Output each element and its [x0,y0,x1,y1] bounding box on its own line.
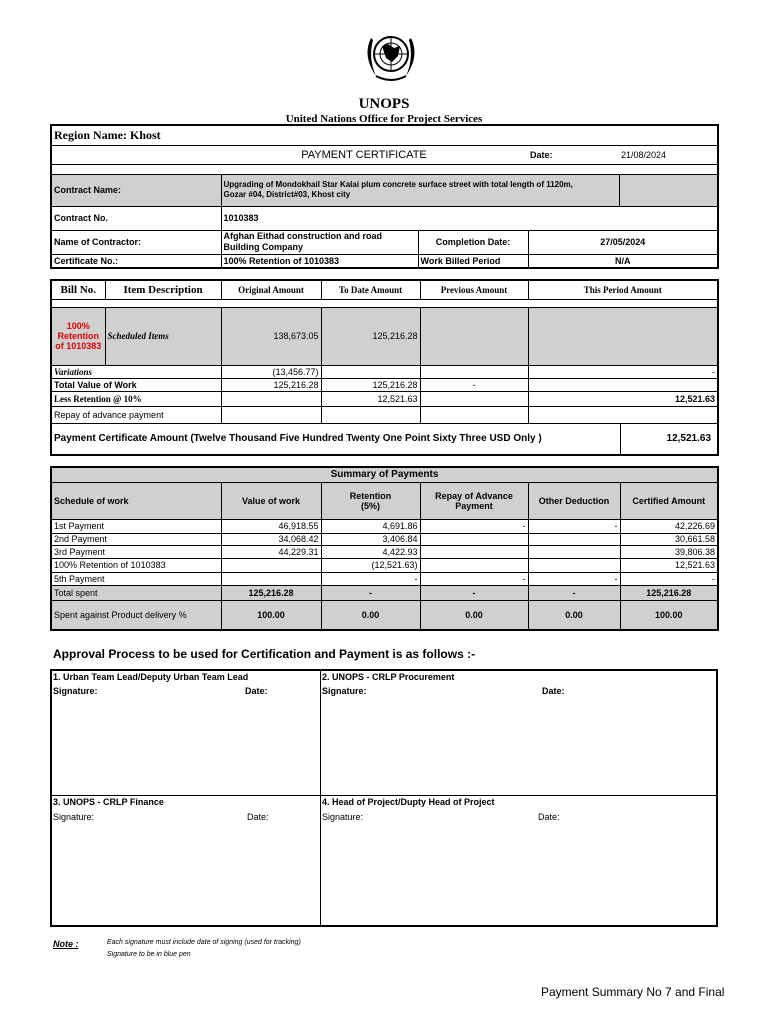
approval-box3-title: 3. UNOPS - CRLP Finance [53,797,164,807]
certificate-label: Certificate No.: [51,254,221,268]
summary-cell [528,533,620,545]
org-full-name: United Nations Office for Project Services [285,113,483,125]
summary-cell: 46,918.55 [221,519,321,533]
advance-label: Repay of advance payment [51,406,221,423]
summary-row [51,545,718,558]
total-work-period [528,378,718,391]
item-bill-line1: 100% [66,321,90,331]
work-billed-value: N/A [528,254,718,268]
total-work-todate: 125,216.28 [321,378,420,391]
summary-total-cell: - [528,585,620,600]
work-billed-label: Work Billed Period [418,254,528,268]
item-description: Scheduled Items [105,307,221,365]
item-bill-no [51,307,105,365]
summary-cell: 3,406.84 [321,533,420,545]
summary-spent-cell: 100.00 [620,600,718,630]
retention-todate: 12,521.63 [321,391,420,406]
retention-original [221,391,321,406]
contract-name-line1: Upgrading of Mondokhail Star Kalai plum concrete surface street with total length of 1120m, [223,180,573,189]
approval-box3-date: Date: [247,812,269,822]
bill-table [50,279,719,456]
advance-period [528,406,718,423]
date-value: 21/08/2024 [619,145,718,164]
summary-col-retention: Retention (5%) [321,482,420,519]
summary-spent-cell: 0.00 [528,600,620,630]
approval-divider-vertical [320,670,321,926]
summary-spent-cell: 0.00 [420,600,528,630]
summary-cell: - [420,572,528,585]
summary-spent-cell: 100.00 [221,600,321,630]
summary-cell: 2nd Payment [51,533,221,545]
payment-amount-value: 12,521.63 [620,423,718,455]
org-short-name: UNOPS [358,96,410,112]
note-line1: Each signature must include date of signing (used for tracking) [107,939,301,946]
total-work-label: Total Value of Work [51,378,221,391]
item-bill-line3: of 1010383 [55,341,102,351]
summary-cell [528,545,620,558]
summary-cell: - [528,572,620,585]
date-label: Date: [528,145,619,164]
summary-cell: 30,661.58 [620,533,718,545]
approval-box4-signature: Signature: [322,812,364,822]
summary-spent-cell: Spent against Product delivery % [51,600,221,630]
approval-box1-signature: Signature: [53,686,98,696]
summary-total-cell: 125,216.28 [221,585,321,600]
col-bill-no: Bill No. [51,280,105,299]
summary-total-row [51,585,718,600]
summary-cell: 100% Retention of 1010383 [51,558,221,572]
approval-box1-title: 1. Urban Team Lead/Deputy Urban Team Lead [53,672,249,682]
summary-cell: 34,068.42 [221,533,321,545]
contract-name-line2: Gozar #04, District#03, Khost city [223,190,351,199]
summary-cell: - [321,572,420,585]
summary-cell [420,533,528,545]
contractor-value [221,230,418,254]
region-name: Region Name: Khost [51,125,718,145]
variations-previous [420,365,528,378]
item-this-period-amount [528,307,718,365]
summary-cell: - [420,519,528,533]
summary-total-cell: Total spent [51,585,221,600]
footer-text: Payment Summary No 7 and Final [541,985,725,999]
summary-cell [221,572,321,585]
item-previous-amount [420,307,528,365]
summary-cell: - [620,572,718,585]
contractor-label: Name of Contractor: [51,230,221,254]
summary-col-value: Value of work [221,482,321,519]
summary-total-cell: 125,216.28 [620,585,718,600]
contract-no-value: 1010383 [221,206,718,230]
summary-cell: 42,226.69 [620,519,718,533]
contract-name-blank [619,174,718,206]
approval-divider-horizontal [51,795,717,796]
col-this-period-amount: This Period Amount [528,280,718,299]
retention-period: 12,521.63 [528,391,718,406]
spacer-row [51,164,718,174]
contract-name-value [221,174,619,206]
summary-total-cell: - [321,585,420,600]
item-to-date-amount: 125,216.28 [321,307,420,365]
item-original-amount: 138,673.05 [221,307,321,365]
advance-previous [420,406,528,423]
summary-cell: 4,691.86 [321,519,420,533]
summary-col-certified: Certified Amount [620,482,718,519]
variations-todate [321,365,420,378]
retention-label: Less Retention @ 10% [51,391,221,406]
summary-cell: (12,521.63) [321,558,420,572]
summary-cell [221,558,321,572]
advance-original [221,406,321,423]
approval-box1-date: Date: [245,686,268,696]
variations-original: (13,456.77) [221,365,321,378]
approval-box4-date: Date: [538,812,560,822]
doc-title: PAYMENT CERTIFICATE [51,145,528,164]
variations-label: Variations [51,365,221,378]
summary-table [50,466,719,631]
summary-cell: 44,229.31 [221,545,321,558]
contract-info-table [50,124,719,269]
contractor-line1: Afghan Eithad construction and road [223,231,383,241]
summary-cell: 5th Payment [51,572,221,585]
summary-row [51,572,718,585]
col-original-amount: Original Amount [221,280,321,299]
summary-cell: 39,806.38 [620,545,718,558]
summary-cell [420,545,528,558]
summary-cell: 12,521.63 [620,558,718,572]
total-work-original: 125,216.28 [221,378,321,391]
summary-cell: 4,422.93 [321,545,420,558]
note-line2: Signature to be in blue pen [107,951,191,958]
certificate-value: 100% Retention of 1010383 [221,254,418,268]
contract-name-label: Contract Name: [51,174,221,206]
col-previous-amount: Previous Amount [420,280,528,299]
note-label: Note : [53,939,79,949]
summary-col-schedule: Schedule of work [51,482,221,519]
summary-cell: 3rd Payment [51,545,221,558]
approval-box3-signature: Signature: [53,812,95,822]
summary-spent-cell: 0.00 [321,600,420,630]
approval-box2-date: Date: [542,686,565,696]
summary-spent-row [51,600,718,630]
approval-box2-title: 2. UNOPS - CRLP Procurement [322,672,455,682]
summary-cell: 1st Payment [51,519,221,533]
item-bill-line2: Retention [57,331,99,341]
summary-cell [420,558,528,572]
contract-no-label: Contract No. [51,206,221,230]
summary-total-cell: - [420,585,528,600]
col-item-description: Item Description [105,280,221,299]
completion-value: 27/05/2024 [528,230,718,254]
approval-title: Approval Process to be used for Certification and Payment is as follows :- [53,647,476,661]
summary-col-advance: Repay of Advance Payment [420,482,528,519]
summary-row [51,558,718,572]
retention-previous [420,391,528,406]
spacer-row [51,299,718,307]
un-emblem-logo [358,26,424,86]
variations-period: - [528,365,718,378]
summary-title: Summary of Payments [51,467,718,482]
summary-col-other: Other Deduction [528,482,620,519]
contractor-line2: Building Company [223,242,303,252]
summary-row [51,519,718,533]
summary-row [51,533,718,545]
approval-box2-signature: Signature: [322,686,367,696]
payment-amount-label: Payment Certificate Amount (Twelve Thousand Five Hundred Twenty One Point Sixty Three USD Only ) [51,423,620,455]
summary-cell: - [528,519,620,533]
completion-label: Completion Date: [418,230,528,254]
advance-todate [321,406,420,423]
col-to-date-amount: To Date Amount [321,280,420,299]
approval-box4-title: 4. Head of Project/Dupty Head of Project [322,797,495,807]
total-work-previous: - [420,378,528,391]
summary-cell [528,558,620,572]
